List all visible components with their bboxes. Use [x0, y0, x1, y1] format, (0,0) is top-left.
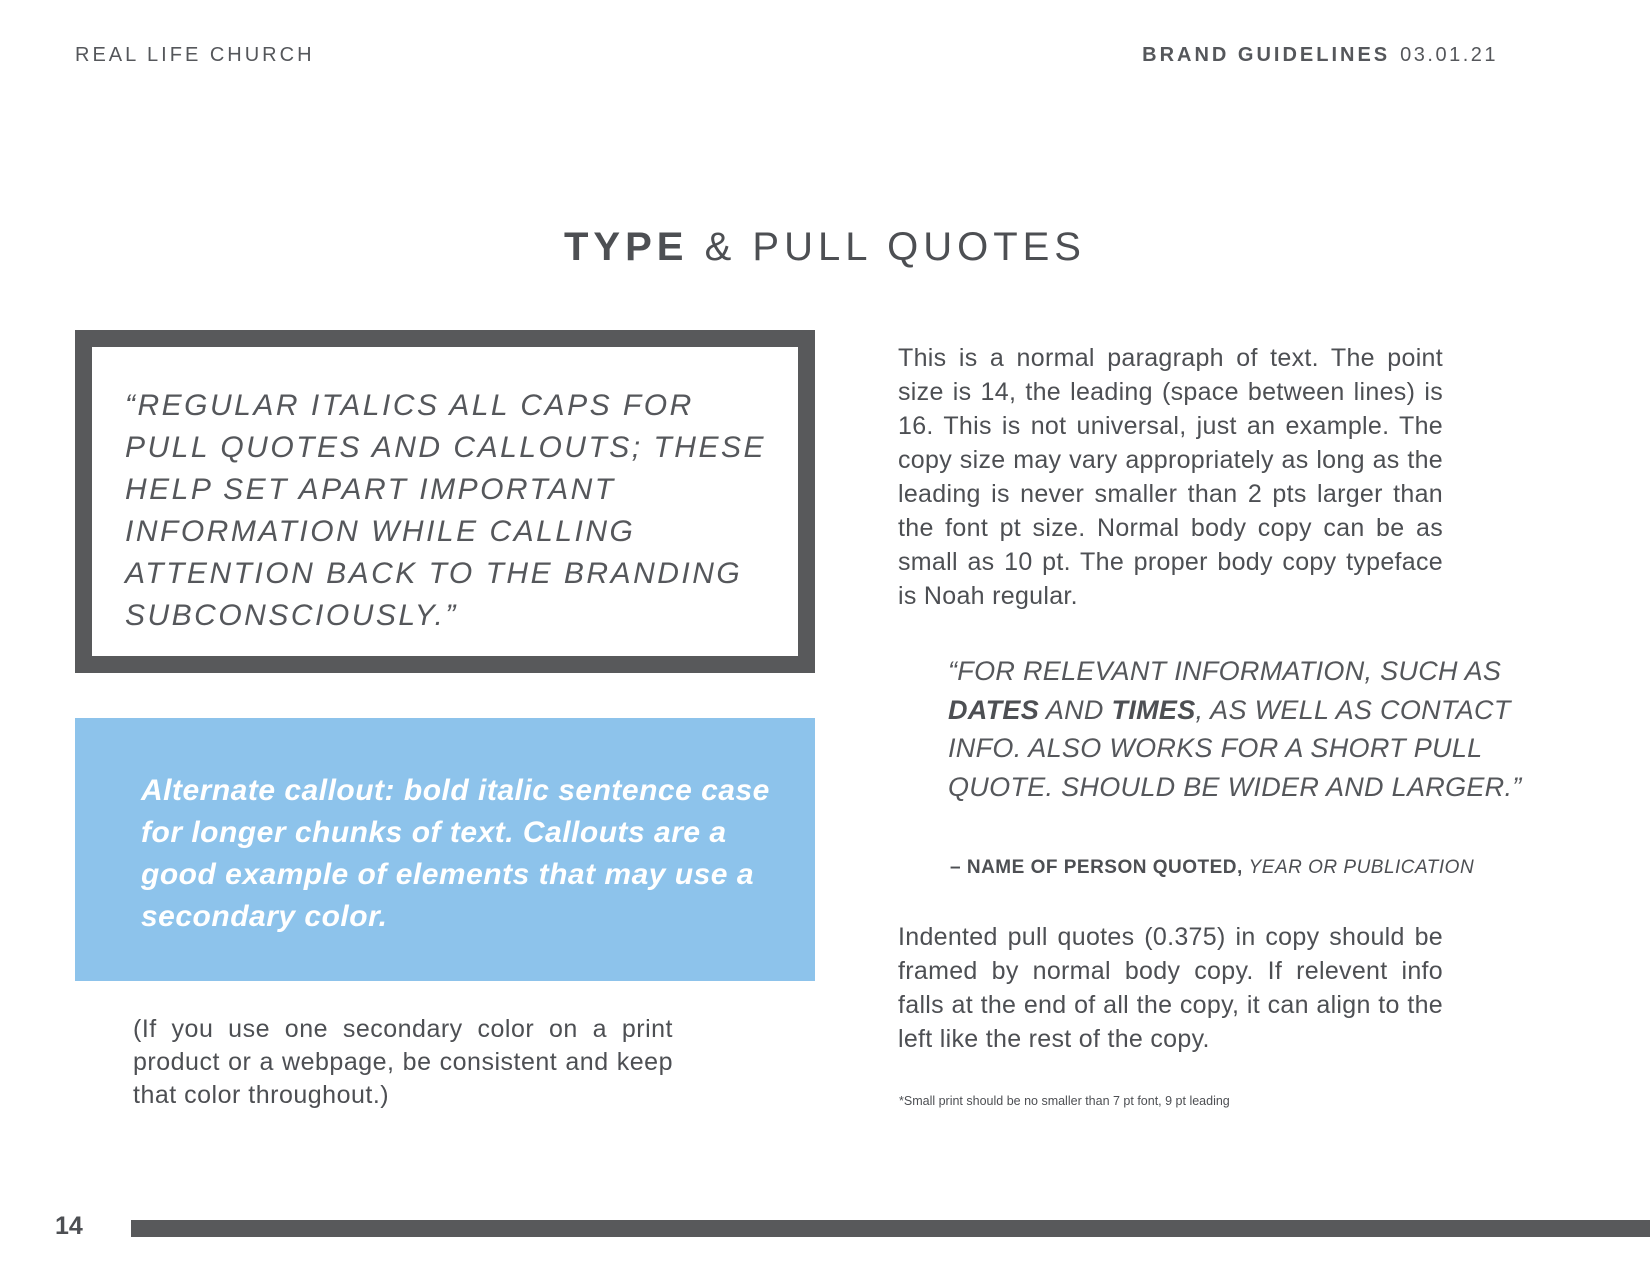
footer-bar	[131, 1220, 1650, 1237]
attribution-name: – NAME OF PERSON QUOTED,	[950, 857, 1243, 878]
pull-quote-text-2: AND	[1039, 694, 1112, 725]
pull-quote-bold-times: TIMES	[1111, 694, 1196, 725]
header-doc-info	[1142, 44, 1498, 67]
attribution-publication: YEAR OR PUBLICATION	[1248, 857, 1475, 878]
header-org-name: REAL LIFE CHURCH	[75, 44, 315, 66]
indented-pull-quote	[948, 652, 1528, 806]
page-title	[0, 225, 1650, 270]
alternate-callout-text: Alternate callout: bold italic sentence case for longer chunks of text. Callouts are a good example of elements that may use a secondary color.	[141, 774, 770, 933]
page-number: 14	[55, 1212, 83, 1240]
small-print-note: *Small print should be no smaller than 7 pt font, 9 pt leading	[899, 1094, 1230, 1108]
header-date: 03.01.21	[1400, 44, 1498, 66]
alternate-callout	[75, 718, 815, 981]
secondary-color-note: (If you use one secondary color on a print product or a webpage, be consistent and keep that color throughout.)	[133, 1015, 673, 1109]
boxed-pull-quote-text: “REGULAR ITALICS ALL CAPS FOR PULL QUOTES AND CALLOUTS; THESE HELP SET APART IMPORTANT INFORMATION WHILE CALLING ATTENTION BACK TO THE BRANDING SUBCONSCIOUSLY.”	[125, 389, 766, 632]
header-doc-title: BRAND GUIDELINES	[1142, 44, 1391, 66]
body-paragraph: This is a normal paragraph of text. The point size is 14, the leading (space between lines) is 16. This is not universal, just an example. The copy size may vary appropriately as long as the leading is never smaller than 2 pts larger than the font pt size. Normal body copy can be as small as 10 pt. The proper body copy typeface is Noah regular.	[898, 344, 1443, 610]
boxed-pull-quote	[75, 330, 815, 673]
page-title-bold: TYPE	[564, 225, 689, 269]
pull-quote-text-1: “FOR RELEVANT INFORMATION, SUCH AS	[948, 656, 1502, 686]
page-title-rest: & PULL QUOTES	[688, 225, 1086, 269]
pull-quote-text-3: , AS WELL AS CONTACT INFO. ALSO WORKS FOR A SHORT PULL QUOTE. SHOULD BE WIDER AND LARGER.”	[948, 694, 1522, 802]
pull-quote-bold-dates: DATES	[948, 694, 1040, 725]
pull-quote-attribution	[950, 857, 1474, 879]
indent-paragraph: Indented pull quotes (0.375) in copy should be framed by normal body copy. If relevent info falls at the end of all the copy, it can align to the left like the rest of the copy.	[898, 923, 1443, 1053]
